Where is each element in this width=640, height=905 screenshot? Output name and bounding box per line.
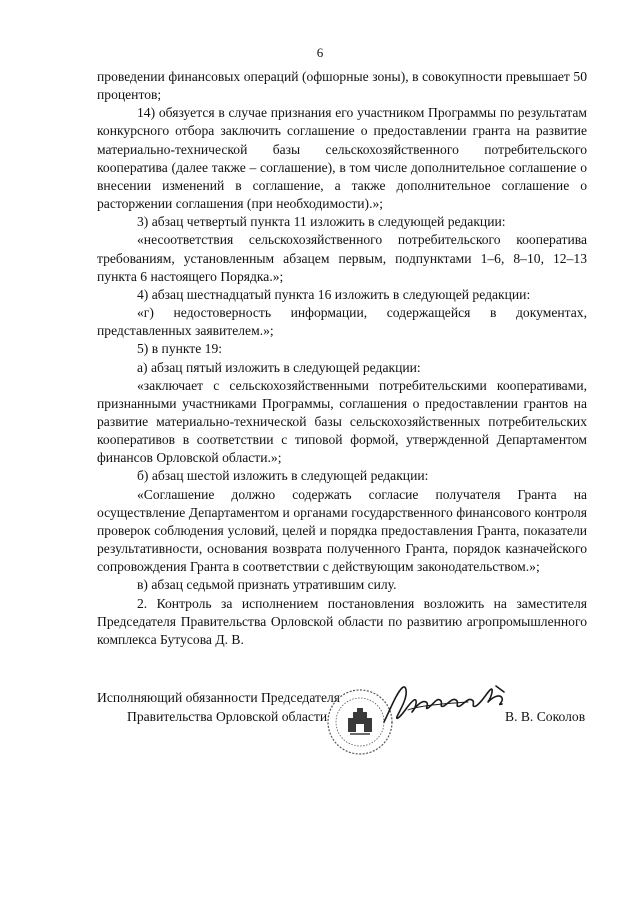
paragraph: 3) абзац четвертый пункта 11 изложить в следующей редакции: bbox=[137, 214, 506, 230]
paragraph: 2. Контроль за исполнением постановления возложить на заместителя Председателя Правительства Орловской области по развитию агропромышленного комплекса Бутусова Д. В. bbox=[97, 595, 587, 647]
signatory-title-line1: Исполняющий обязанности Председателя bbox=[97, 690, 341, 705]
paragraph: 5) в пункте 19: bbox=[137, 341, 223, 357]
paragraph: «Соглашение должно содержать согласие получателя Гранта на осуществление Департаментом и органами государственного финансового контроля проверок соблюдения условий, целей и порядка предоставления Гранта, показатели результативности, основания возврата полученного Гранта, порядок казначейского сопровождения Гранта в соответствии с действующим законодательством.»; bbox=[97, 486, 587, 575]
paragraph: в) абзац седьмой признать утратившим силу. bbox=[137, 577, 397, 593]
signatory-name: В. В. Соколов bbox=[505, 709, 586, 724]
paragraph: а) абзац пятый изложить в следующей редакции: bbox=[137, 359, 421, 375]
paragraph: «г) недостоверность информации, содержащейся в документах, представленных заявителем.»; bbox=[97, 305, 587, 339]
paragraph: проведении финансовых операций (офшорные зоны), в совокупности превышает 50 процентов; bbox=[97, 69, 587, 103]
paragraph: «заключает с сельскохозяйственными потребительскими кооперативами, признанными участниками Программы, соглашения о предоставлении грантов на развитие материально-технической базы сельскохозяйственных потребительских кооперативов в соответствии с типовой формой, утвержденной Департаментом финансов Орловской области.»; bbox=[97, 377, 587, 466]
paragraph: б) абзац шестой изложить в следующей редакции: bbox=[137, 468, 429, 484]
document-body bbox=[97, 68, 587, 649]
signatory-title-line2: Правительства Орловской области bbox=[127, 709, 328, 724]
paragraph: 14) обязуется в случае признания его участником Программы по результатам конкурсного отбора заключить соглашение о предоставлении гранта на развитие материально-технической базы сельскохозяйственного потребительского кооператива (далее также – соглашение), в том числе дополнительное соглашение о внесении изменений в соглашение, а также дополнительное соглашение о расторжении соглашения (при необходимости).»; bbox=[97, 105, 587, 212]
paragraph: 4) абзац шестнадцатый пункта 16 изложить в следующей редакции: bbox=[137, 286, 531, 302]
paragraph: «несоответствия сельскохозяйственного потребительского кооператива требованиям, установленным абзацем первым, подпунктами 1–6, 8–10, 12–13 пункта 6 настоящего Порядка.»; bbox=[97, 232, 587, 284]
page-number: 6 bbox=[316, 45, 324, 60]
handwritten-signature bbox=[378, 680, 528, 730]
